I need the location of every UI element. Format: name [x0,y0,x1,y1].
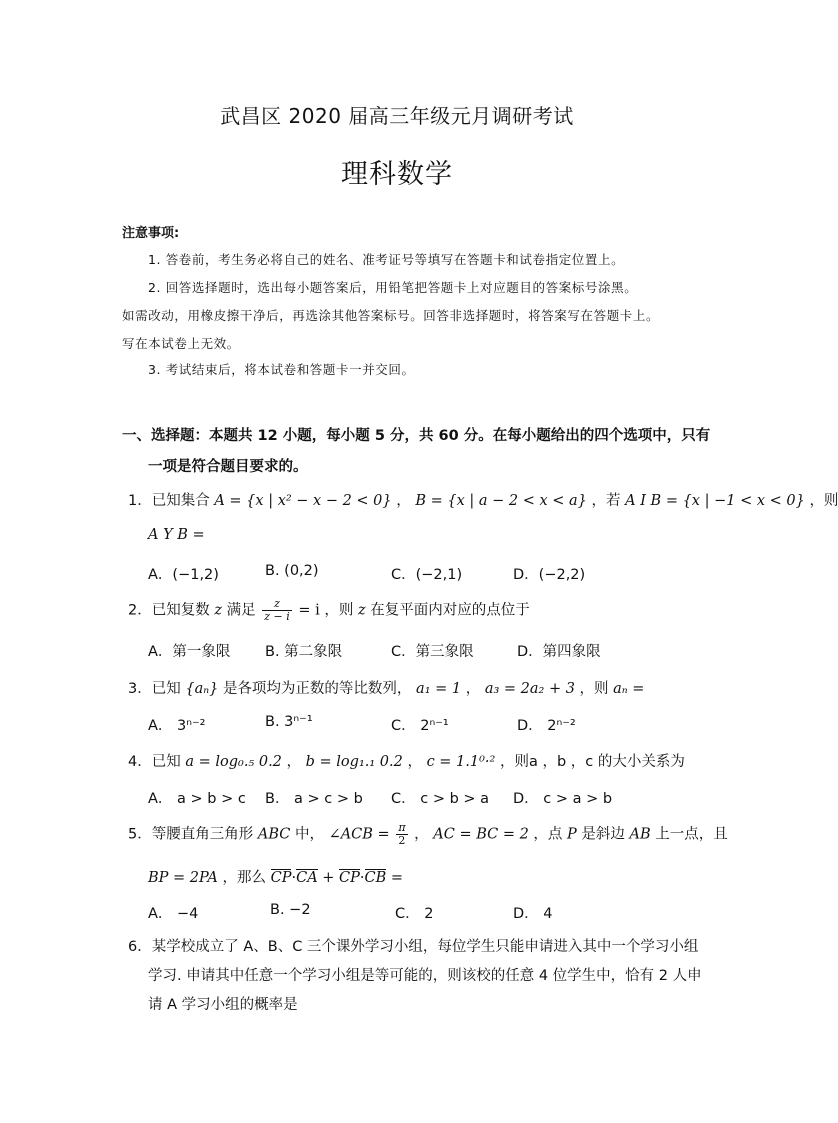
q5-two: 2 [398,834,406,847]
q5-vec-cp1: CP [270,870,292,886]
q5-option-a: A． −4 [148,906,199,922]
q5-mid4: 是斜边 [581,826,625,843]
q1-option-d: D．(−2,2) [513,567,586,583]
q3-end: ，则 [579,681,609,697]
notice-heading: 注意事项: [122,226,180,241]
q3-prefix: 3．已知 [128,681,181,697]
question-1 [128,489,838,510]
q2-eq: = i [298,602,320,619]
section-heading: 一、选择题：本题共 12 小题，每小题 5 分，共 60 分。在每小题给出的四个选项中，只有 [122,428,711,444]
q4-b: b = log₁.₁ 0.2 [305,754,403,770]
q2-mid: 满足 [226,602,256,619]
q5-vec-ca: CA [296,870,318,886]
q5-vec-cp2: CP [339,870,360,886]
q5-mid1: 中， [294,826,324,843]
question-3 [128,677,644,698]
q5-equals: = [390,870,404,886]
q1-end: ，则 [809,493,838,509]
q1-intersection: A I B = {x | −1 < x < 0} [625,493,805,509]
q2-numerator: z [262,598,292,611]
question-5 [128,822,728,847]
q2-option-c: C．第三象限 [391,644,474,660]
q3-cond-1: a₁ = 1 [416,681,462,697]
q2-prefix: 2．已知复数 [128,602,210,619]
notice-item-2-end: 写在本试卷上无效。 [122,336,240,351]
question-6: 6．某学校成立了 A、B、C 三个课外学习小组，每位学生只能申请进入其中一个学习小组 [128,939,699,955]
q2-denominator: z − i [264,610,290,623]
section-heading-cont: 一项是符合题目要求的。 [148,459,308,475]
q4-sep2: ， [407,754,422,770]
q1-mid: ，若 [591,493,621,509]
q5-mid3: ，点 [533,826,563,843]
q2-fraction [262,598,292,623]
q3-an: aₙ = [613,681,645,697]
q3-mid: 是各项均为正数的等比数列， [222,681,412,697]
q5-then: ，那么 [222,870,267,886]
q5-end: 上一点，且 [655,826,728,843]
q2-z: z [214,602,222,619]
q1-prefix: 1．已知集合 [128,493,210,509]
q4-prefix: 4．已知 [128,754,181,770]
q1-comma: ， [396,493,411,509]
q4-option-d: D． c > a > b [513,791,613,807]
q5-option-c: C． 2 [395,906,434,922]
q1-option-a: A．(−1,2) [148,567,219,583]
exam-subject: 理科数学 [341,159,453,190]
q5-line-2: BP = 2PA ，那么 CP·CA + CP·CB = [148,870,404,886]
exam-title: 武昌区 2020 届高三年级元月调研考试 [220,104,574,128]
q4-c: c = 1.1⁰·² [426,754,496,770]
q4-end: ，则a ，b ，c 的大小关系为 [499,754,685,770]
q3-option-b: B. 3ⁿ⁻¹ [265,714,313,730]
q5-prefix: 5．等腰直角三角形 [128,826,254,843]
q4-option-a: A． a > b > c [148,791,246,807]
q1-option-b: B. (0,2) [265,563,319,579]
q1-set-b: B = {x | a − 2 < x < a} [415,493,587,509]
q1-set-a: A = {x | x² − x − 2 < 0} [214,493,392,509]
q3-cond-2: a₃ = 2a₂ + 3 [484,681,575,697]
notice-item-2: 2. 回答选择题时，选出每小题答案后，用铅笔把答题卡上对应题目的答案标号涂黑。 [148,280,638,295]
q1-question-line2: A Y B = [148,527,205,543]
q6-line-2: 学习. 申请其中任意一个学习小组是等可能的，则该校的任意 4 位学生中，恰有 2 人申 [148,968,702,984]
q3-option-c: C． 2ⁿ⁻¹ [391,718,449,734]
q5-point-p: P [567,826,577,843]
q4-option-c: C． c > b > a [391,791,490,807]
q4-option-b: B． a > c > b [265,791,363,807]
q5-option-d: D． 4 [513,906,553,922]
q3-sequence: {aₙ} [185,681,219,697]
notice-item-1: 1. 答卷前，考生务必将自己的姓名、准考证号等填写在答题卡和试卷指定位置上。 [148,252,625,267]
q3-option-a: A． 3ⁿ⁻² [148,718,206,734]
q5-ab: AB [629,826,651,843]
notice-item-2-cont: 如需改动，用橡皮擦干净后，再选涂其他答案标号。回答非选择题时，将答案写在答题卡上。 [122,308,660,323]
q4-a: a = log₀.₅ 0.2 [185,754,282,770]
q2-z2: z [357,602,366,619]
q4-sep1: ， [286,754,302,770]
q3-sep: ， [465,681,481,697]
q5-triangle: ABC [257,826,291,843]
q5-equal-sides: AC = BC = 2 [433,826,529,843]
q5-vec-cb: CB [364,870,387,886]
q2-option-d: D．第四象限 [517,644,601,660]
q2-option-b: B. 第二象限 [265,644,343,660]
q5-fraction [396,822,407,847]
q5-mid2: ， [414,826,429,843]
notice-item-3: 3. 考试结束后，将本试卷和答题卡一并交回。 [148,362,415,377]
question-4 [128,750,685,771]
q3-option-d: D． 2ⁿ⁻² [517,718,576,734]
q5-angle: ∠ACB = [328,826,390,843]
q6-line-3: 请 A 学习小组的概率是 [148,997,298,1013]
q5-bp: BP = 2PA [148,870,218,886]
question-2 [128,598,530,623]
q2-mid2: ，则 [324,602,354,619]
q2-end: 在复平面内对应的点位于 [370,602,530,619]
q1-option-c: C．(−2,1) [391,567,463,583]
q5-option-b: B. −2 [270,902,311,918]
q5-pi: π [398,821,406,834]
q2-option-a: A．第一象限 [148,644,231,660]
